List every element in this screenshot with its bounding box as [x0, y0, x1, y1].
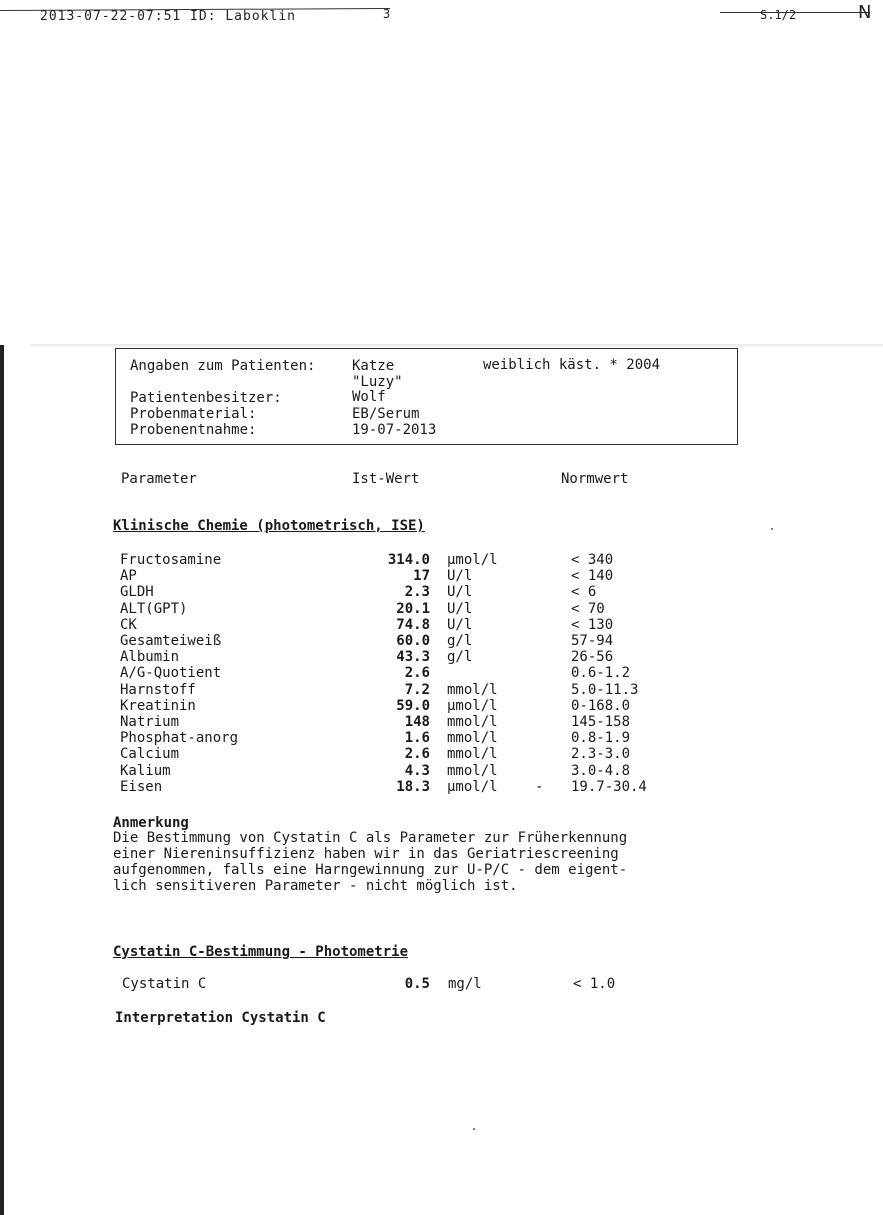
column-header-reference: Normwert — [561, 471, 629, 487]
parameter-value: 4.3 — [404, 762, 430, 779]
note-line: einer Niereninsuffizienz haben wir in das Geriatriescreening — [113, 846, 619, 862]
parameter-value: 20.1 — [396, 600, 430, 617]
parameter-unit: mmol/l — [447, 730, 498, 747]
parameter-reference: 26-56 — [571, 649, 614, 666]
label-material: Probenmaterial: — [130, 406, 257, 422]
table-row — [0, 649, 883, 665]
label-sample-date: Probenentnahme: — [130, 422, 257, 438]
table-row — [0, 698, 883, 714]
section-title-cystatin: Cystatin C-Bestimmung - Photometrie — [113, 944, 409, 960]
parameter-unit: mmol/l — [447, 746, 498, 763]
parameter-name: Gesamteiweiß — [120, 633, 222, 649]
parameter-name: Kalium — [120, 762, 171, 779]
table-row — [0, 617, 883, 633]
parameter-unit: U/l — [447, 616, 473, 633]
table-row — [0, 665, 883, 681]
note-line: lich sensitiveren Parameter - nicht möglich ist. — [113, 878, 518, 894]
parameter-name: Cystatin C — [122, 976, 207, 992]
parameter-value: 2.3 — [404, 584, 430, 601]
parameter-name: Calcium — [120, 746, 180, 763]
parameter-value: 1.6 — [404, 730, 430, 747]
table-row — [0, 714, 883, 730]
parameter-value: 18.3 — [396, 778, 430, 795]
section-title-clinical-chemistry: Klinische Chemie (photometrisch, ISE) — [113, 518, 425, 534]
parameter-name: A/G-Quotient — [120, 665, 222, 682]
patient-species: Katze — [352, 358, 395, 374]
parameter-reference: < 130 — [571, 616, 614, 633]
parameter-name: Kreatinin — [120, 697, 196, 714]
parameter-unit: mmol/l — [447, 681, 498, 698]
parameter-unit: µmol/l — [447, 778, 498, 795]
parameter-unit: µmol/l — [447, 697, 498, 714]
table-row — [0, 763, 883, 779]
sample-material: EB/Serum — [352, 406, 420, 422]
parameter-unit: mg/l — [448, 976, 482, 992]
column-header-parameter: Parameter — [121, 471, 197, 487]
parameter-value: 2.6 — [404, 746, 430, 763]
parameter-name: Phosphat-anorg — [120, 730, 239, 747]
column-header-value: Ist-Wert — [352, 471, 420, 487]
parameter-name: Natrium — [120, 714, 180, 730]
parameter-value: 148 — [404, 714, 430, 730]
parameter-reference: 57-94 — [571, 633, 614, 649]
parameter-name: Eisen — [120, 778, 163, 795]
parameter-value: 314.0 — [387, 552, 430, 568]
table-row — [0, 601, 883, 617]
table-row — [0, 682, 883, 698]
parameter-unit: mmol/l — [447, 714, 498, 730]
parameter-reference: 3.0-4.8 — [571, 762, 631, 779]
parameter-value: 17 — [413, 568, 430, 585]
parameter-reference: 0-168.0 — [571, 697, 631, 714]
parameter-unit: µmol/l — [447, 552, 498, 568]
parameter-value: 74.8 — [396, 616, 430, 633]
parameter-value: 7.2 — [404, 681, 430, 698]
parameter-value: 0.5 — [404, 976, 430, 992]
parameter-unit: U/l — [447, 600, 473, 617]
parameter-reference: 19.7-30.4 — [571, 778, 647, 795]
fax-page-number: 3 — [383, 7, 391, 21]
note-heading: Anmerkung — [113, 815, 189, 831]
parameter-unit: U/l — [447, 584, 473, 601]
parameter-name: ALT(GPT) — [120, 600, 188, 617]
parameter-name: Fructosamine — [120, 552, 222, 568]
parameter-flag: - — [535, 778, 544, 795]
table-row — [0, 633, 883, 649]
parameter-name: Harnstoff — [120, 681, 196, 698]
parameter-reference: < 1.0 — [573, 976, 616, 992]
table-row — [0, 779, 883, 795]
parameter-name: Albumin — [120, 649, 180, 666]
patient-name: "Luzy" — [352, 374, 403, 390]
table-row — [0, 976, 883, 992]
parameter-reference: 2.3-3.0 — [571, 746, 631, 763]
label-owner: Patientenbesitzer: — [130, 390, 282, 406]
scan-speck — [771, 528, 773, 530]
parameter-value: 59.0 — [396, 697, 430, 714]
parameter-name: GLDH — [120, 584, 154, 601]
patient-sex-year: weiblich käst. * 2004 — [483, 357, 661, 373]
interpretation-heading: Interpretation Cystatin C — [115, 1010, 326, 1026]
table-row — [0, 584, 883, 600]
table-row — [0, 746, 883, 762]
parameter-unit: mmol/l — [447, 762, 498, 779]
table-row — [0, 552, 883, 568]
label-patient: Angaben zum Patienten: — [130, 358, 316, 374]
scan-speck — [473, 1128, 475, 1130]
parameter-value: 43.3 — [396, 649, 430, 666]
parameter-name: AP — [120, 568, 137, 585]
parameter-reference: < 340 — [571, 552, 614, 568]
parameter-reference: 5.0-11.3 — [571, 681, 639, 698]
parameter-reference: < 6 — [571, 584, 597, 601]
patient-info-box — [115, 348, 738, 445]
parameter-name: CK — [120, 616, 137, 633]
fax-header — [0, 0, 883, 22]
fax-corner-mark: N — [858, 2, 872, 22]
note-line: aufgenommen, falls eine Harngewinnung zur U-P/C - dem eigent- — [113, 862, 628, 878]
parameter-reference: < 140 — [571, 568, 614, 585]
fax-sheet-number: S.1/2 — [760, 8, 797, 22]
parameter-value: 60.0 — [396, 633, 430, 649]
sample-date: 19-07-2013 — [352, 422, 437, 438]
fax-timestamp-id: 2013-07-22-07:51 ID: Laboklin — [40, 9, 296, 22]
note-line: Die Bestimmung von Cystatin C als Parameter zur Früherkennung — [113, 830, 628, 846]
table-row — [0, 568, 883, 584]
table-row — [0, 730, 883, 746]
parameter-unit: g/l — [447, 633, 473, 649]
parameter-unit: g/l — [447, 649, 473, 666]
parameter-reference: 145-158 — [571, 714, 631, 730]
parameter-reference: < 70 — [571, 600, 605, 617]
parameter-reference: 0.8-1.9 — [571, 730, 631, 747]
parameter-value: 2.6 — [404, 665, 430, 682]
parameter-reference: 0.6-1.2 — [571, 665, 631, 682]
parameter-unit: U/l — [447, 568, 473, 585]
patient-owner: Wolf — [352, 389, 386, 405]
